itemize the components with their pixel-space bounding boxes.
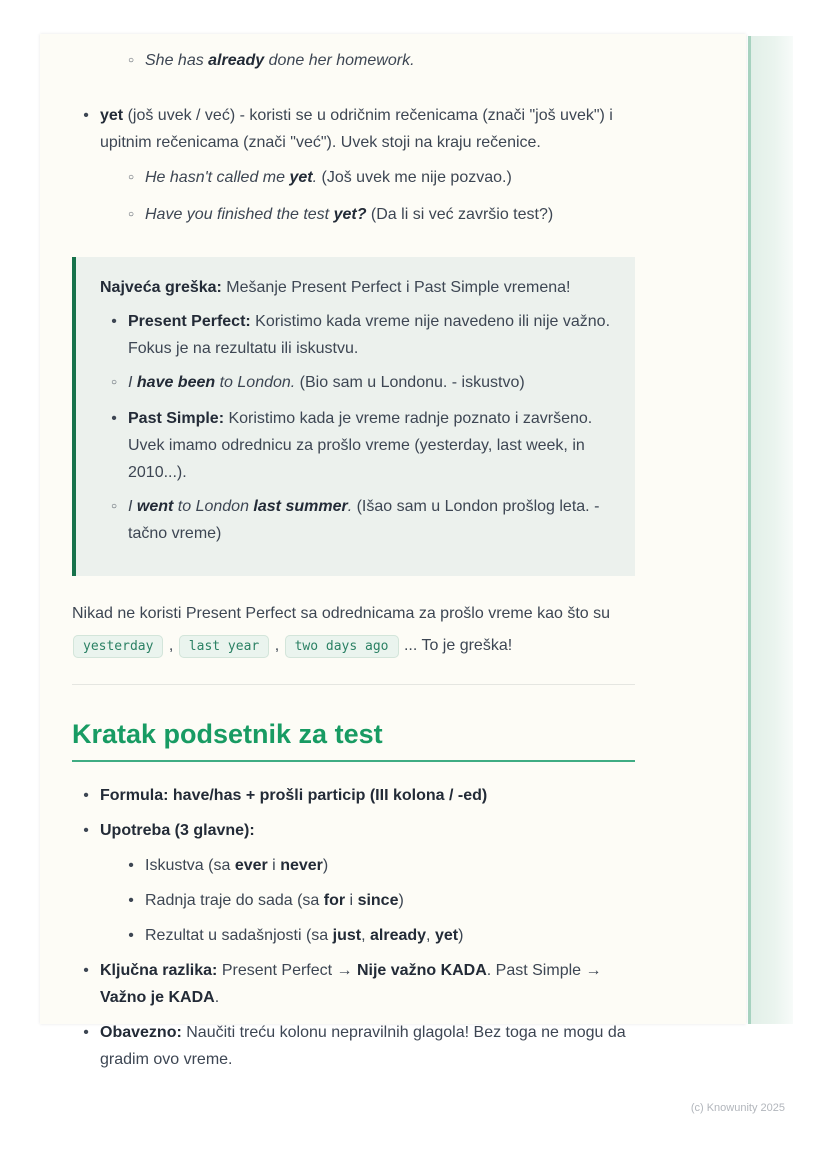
list-item xyxy=(117,164,635,193)
rule-text: Present Perfect: Koristimo kada vreme nije navedeno ili nije važno. Fokus je na rezultatu ili iskustvu. xyxy=(128,313,611,357)
list-item xyxy=(117,922,635,949)
warning-paragraph: Nikad ne koristi Present Perfect sa odrednicama za prošlo vreme kao što su yesterday , last year , two days ago ... To je greška! xyxy=(72,598,635,663)
copyright-text: (c) Knowunity 2025 xyxy=(690,1102,785,1114)
disc-bullet-icon xyxy=(72,817,100,844)
disc-bullet-icon xyxy=(117,852,145,879)
callout-title: Najveća greška: Mešanje Present Perfect i Past Simple vremena! xyxy=(100,279,571,296)
summary-text: Iskustva (sa ever i never) xyxy=(145,857,329,874)
disc-bullet-icon xyxy=(117,887,145,914)
summary-text: Upotreba (3 glavne): xyxy=(100,822,255,839)
disc-bullet-icon xyxy=(72,102,100,156)
example-text: She has already done her homework. xyxy=(145,52,415,69)
circle-bullet-icon xyxy=(100,493,128,547)
rule-text: Past Simple: Koristimo kada je vreme radnje poznato i završeno. Uvek imamo odrednicu za prošlo vreme (yesterday, last week, in 2010...). xyxy=(128,410,593,481)
circle-bullet-icon xyxy=(117,47,145,76)
summary-text: Ključna razlika: Present Perfect → Nije važno KADA. Past Simple → Važno je KADA. xyxy=(100,962,602,1006)
disc-bullet-icon xyxy=(100,405,128,486)
disc-bullet-icon xyxy=(117,922,145,949)
list-item xyxy=(72,817,635,844)
document-page xyxy=(40,34,746,1068)
section-divider xyxy=(72,684,635,685)
list-item xyxy=(117,887,635,914)
summary-text: Rezultat u sadašnjosti (sa just, already, yet) xyxy=(145,927,464,944)
list-item xyxy=(117,201,635,230)
list-item xyxy=(100,308,611,362)
warning-callout xyxy=(72,257,635,576)
disc-bullet-icon xyxy=(100,308,128,362)
example-text: I have been to London. (Bio sam u Londonu. - iskustvo) xyxy=(128,374,525,391)
example-text: He hasn't called me yet. (Još uvek me nije pozvao.) xyxy=(145,169,512,186)
list-item xyxy=(72,957,635,1011)
list-item xyxy=(100,405,611,486)
summary-text: Formula: have/has + prošli particip (III kolona / -ed) xyxy=(100,787,488,804)
list-item xyxy=(100,369,611,398)
list-item xyxy=(117,47,635,76)
section-heading: Kratak podsetnik za test xyxy=(72,718,635,762)
circle-bullet-icon xyxy=(117,201,145,230)
example-text: I went to London last summer. (Išao sam u London prošlog leta. - tačno vreme) xyxy=(128,498,600,542)
list-item xyxy=(72,1019,635,1073)
disc-bullet-icon xyxy=(72,782,100,809)
list-item xyxy=(100,493,611,547)
circle-bullet-icon xyxy=(100,369,128,398)
list-item xyxy=(72,782,635,809)
disc-bullet-icon xyxy=(72,957,100,1011)
circle-bullet-icon xyxy=(117,164,145,193)
summary-text: Obavezno: Naučiti treću kolonu nepravilnih glagola! Bez toga ne mogu da gradim ovo vreme. xyxy=(100,1024,626,1068)
scroll-indicator[interactable] xyxy=(748,36,793,1024)
summary-text: Radnja traje do sada (sa for i since) xyxy=(145,892,404,909)
document-content xyxy=(40,34,746,1073)
disc-bullet-icon xyxy=(72,1019,100,1073)
list-item xyxy=(72,102,635,156)
definition-text: yet (još uvek / već) - koristi se u odričnim rečenicama (znači "još uvek") i upitnim rečenicama (znači "već"). Uvek stoji na kraju rečenice. xyxy=(100,107,613,151)
list-item xyxy=(117,852,635,879)
example-text: Have you finished the test yet? (Da li si već završio test?) xyxy=(145,206,554,223)
